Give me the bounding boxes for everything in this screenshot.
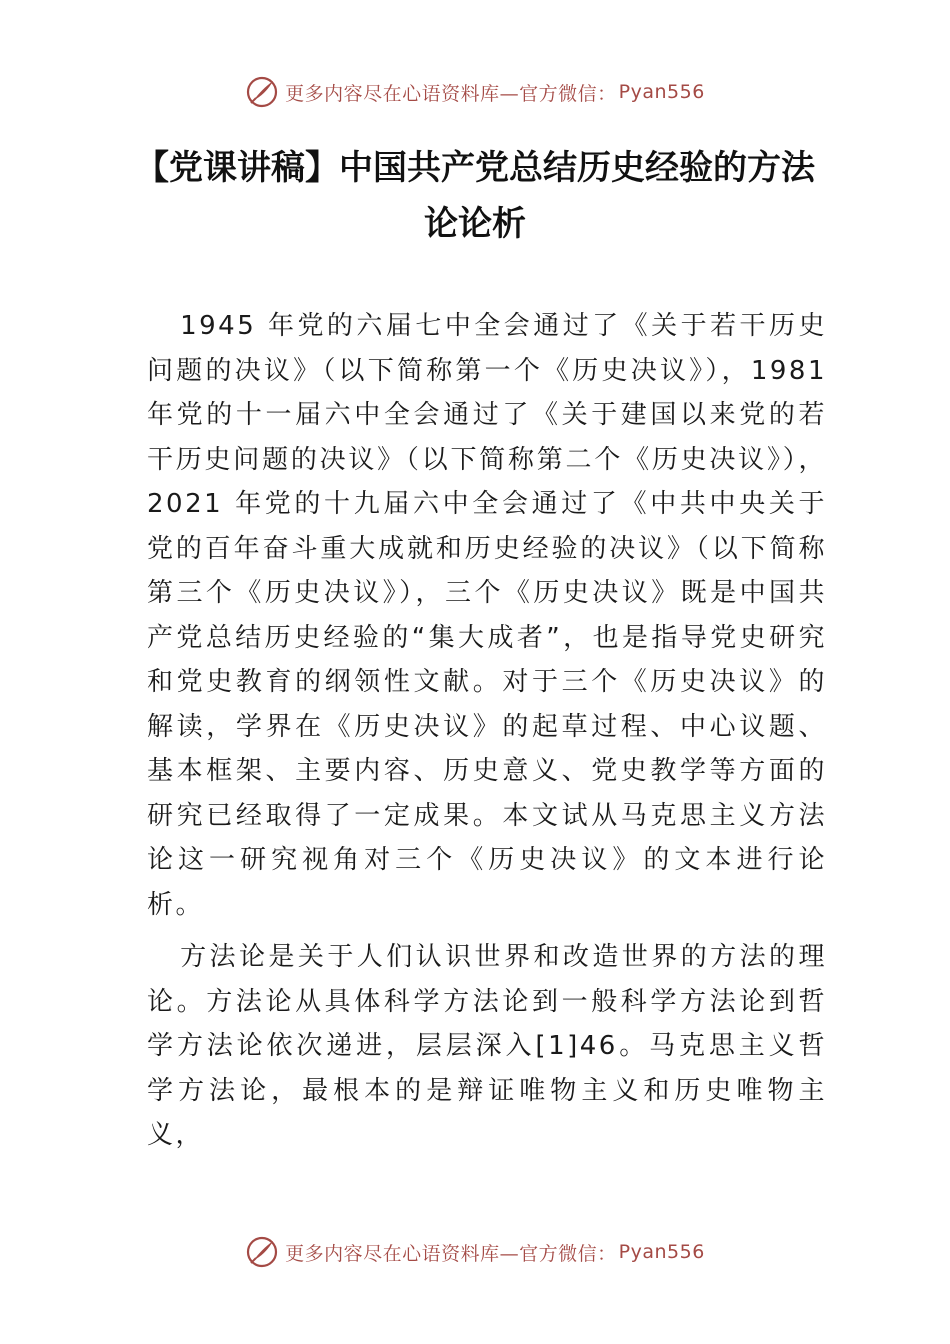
footer-wechat-id: Pyan556 [618, 1241, 705, 1263]
body-paragraph-2: 方法论是关于人们认识世界和改造世界的方法的理论。方法论从具体科学方法论到一般科学方法论到哲学方法论依次递进，层层深入[1]46。马克思主义哲学方法论，最根本的是辩证唯物主义和历史唯物主义， [147, 942, 827, 1150]
document-body [147, 304, 827, 1166]
document-title [100, 140, 850, 252]
document-title-line-2: 论论析 [424, 204, 526, 244]
header-wechat-id: Pyan556 [618, 81, 705, 103]
document-title-line-1: 【党课讲稿】中国共产党总结历史经验的方法 [135, 148, 815, 188]
quill-logo-icon [245, 1235, 279, 1269]
quill-logo-icon [245, 75, 279, 109]
footer-banner-text: 更多内容尽在心语资料库—官方微信： [285, 1242, 617, 1265]
header-banner-text: 更多内容尽在心语资料库—官方微信： [285, 82, 617, 105]
body-paragraph-1: 1945 年党的六届七中全会通过了《关于若干历史问题的决议》（以下简称第一个《历史决议》），1981 年党的十一届六中全会通过了《关于建国以来党的若干历史问题的决议》（以下简称第二个《历史决议》），2021 年党的十九届六中全会通过了《中共中央关于党的百年奋斗重大成就和历史经验的决议》（以下简称第三个《历史决议》），三个《历史决议》既是中国共产党总结历史经验的“集大成者”，也是指导党史研究和党史教育的纲领性文献。对于三个《历史决议》的解读，学界在《历史决议》的起草过程、中心议题、基本框架、主要内容、历史意义、党史教学等方面的研究已经取得了一定成果。本文试从马克思主义方法论这一研究视角对三个《历史决议》的文本进行论析。 [147, 311, 827, 920]
header-banner [0, 72, 950, 112]
footer-banner [0, 1232, 950, 1272]
